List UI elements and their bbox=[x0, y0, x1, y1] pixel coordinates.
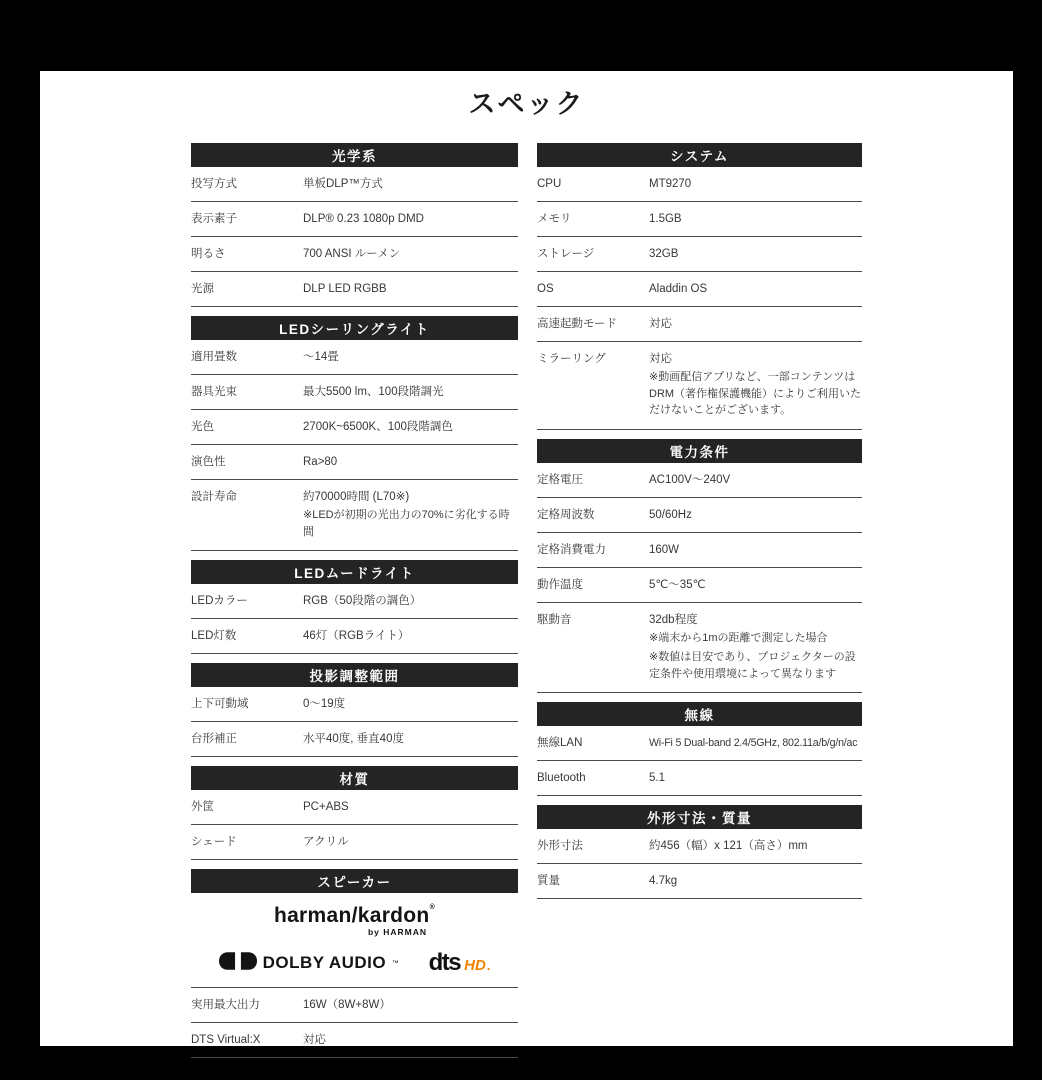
spec-label: 定格消費電力 bbox=[537, 543, 606, 556]
spec-value: 2700K~6500K、100段階調色 bbox=[303, 421, 453, 433]
spec-value: PC+ABS bbox=[303, 801, 349, 813]
dts-hd-logo bbox=[429, 949, 491, 977]
spec-value: 0～19度 bbox=[303, 698, 346, 710]
spec-row bbox=[537, 829, 862, 864]
spec-value: 5.1 bbox=[649, 772, 665, 784]
spec-row bbox=[191, 988, 518, 1023]
spec-value: Wi-Fi 5 Dual-band 2.4/5GHz, 802.11a/b/g/n/ac bbox=[649, 737, 858, 749]
spec-note: ※数値は目安であり、プロジェクターの設定条件や使用環境によって異なります bbox=[649, 651, 856, 680]
spec-label: 駆動音 bbox=[537, 613, 572, 626]
section-header-speaker: スピーカー bbox=[191, 869, 518, 893]
spec-label: 演色性 bbox=[191, 456, 226, 468]
section-projection-adjustment bbox=[191, 663, 518, 757]
spec-value: 約70000時間 (L70※) bbox=[303, 491, 410, 503]
spec-value: 対応 bbox=[303, 1034, 326, 1046]
speaker-logos bbox=[191, 893, 518, 988]
dolby-double-d-icon bbox=[219, 951, 257, 976]
section-material bbox=[191, 766, 518, 860]
section-speaker bbox=[191, 869, 518, 1058]
spec-label: OS bbox=[537, 283, 554, 295]
spec-label: 高速起動モード bbox=[537, 318, 618, 330]
audio-logo-row bbox=[191, 949, 518, 977]
spec-row bbox=[537, 342, 862, 430]
spec-label: LED灯数 bbox=[191, 630, 237, 642]
harman-kardon-logo bbox=[274, 904, 435, 937]
spec-note: ※LEDが初期の光出力の70%に劣化する時間 bbox=[303, 509, 510, 538]
spec-label: シェード bbox=[191, 836, 237, 848]
spec-note: ※端末から1mの距離で測定した場合 bbox=[649, 631, 828, 644]
spec-value: アクリル bbox=[303, 836, 349, 848]
spec-label: 台形補正 bbox=[191, 733, 237, 745]
section-header-projection-adjustment: 投影調整範囲 bbox=[191, 663, 518, 687]
dts-wordmark: dts bbox=[428, 949, 461, 976]
spec-sheet bbox=[40, 71, 1013, 1046]
spec-label: DTS Virtual:X bbox=[191, 1034, 261, 1046]
page-title: スペック bbox=[468, 89, 585, 119]
trademark-mark: ™ bbox=[392, 959, 399, 967]
section-led-ceiling-light bbox=[191, 316, 518, 551]
spec-row bbox=[537, 726, 862, 761]
spec-value: 16W（8W+8W） bbox=[303, 999, 391, 1011]
spec-label: 外形寸法 bbox=[537, 840, 583, 852]
spec-label: 外筐 bbox=[191, 801, 214, 813]
spec-label: Bluetooth bbox=[537, 772, 586, 784]
spec-label: 動作温度 bbox=[537, 578, 583, 591]
spec-label: 実用最大出力 bbox=[191, 999, 260, 1011]
spec-value: 対応 bbox=[649, 318, 672, 330]
dts-hd-mark: HD bbox=[464, 957, 486, 974]
spec-row bbox=[191, 410, 518, 445]
spec-label: 表示素子 bbox=[191, 213, 237, 225]
spec-label: CPU bbox=[537, 178, 562, 190]
spec-row bbox=[537, 237, 862, 272]
spec-row bbox=[191, 825, 518, 860]
spec-value: DLP LED RGBB bbox=[303, 283, 387, 295]
spec-row bbox=[191, 584, 518, 619]
section-header-led-mood-light: LEDムードライト bbox=[191, 560, 518, 584]
spec-value: Ra>80 bbox=[303, 456, 338, 468]
spec-value: 160W bbox=[649, 543, 680, 556]
spec-value: 32db程度 bbox=[649, 613, 698, 626]
spec-label: 定格周波数 bbox=[537, 508, 595, 521]
spec-value: RGB（50段階の調色） bbox=[303, 595, 422, 607]
spec-label: 光色 bbox=[191, 421, 214, 433]
spec-value: 700 ANSI ルーメン bbox=[303, 248, 401, 260]
spec-label: 上下可動域 bbox=[191, 698, 249, 710]
spec-value: DLP® 0.23 1080p DMD bbox=[303, 213, 424, 225]
spec-label: メモリ bbox=[537, 213, 572, 225]
spec-row bbox=[537, 603, 862, 694]
spec-label: 明るさ bbox=[191, 248, 226, 260]
registered-mark: ® bbox=[429, 904, 436, 911]
spec-value: 4.7kg bbox=[649, 875, 678, 887]
spec-row bbox=[191, 445, 518, 480]
spec-label: 設計寿命 bbox=[191, 491, 237, 503]
spec-row bbox=[537, 568, 862, 603]
spec-row bbox=[191, 167, 518, 202]
spec-note: ※動画配信アプリなど、一部コンテンツはDRM（著作権保護機能）によりご利用いただけないことがございます。 bbox=[649, 371, 862, 416]
harman-kardon-wordmark: harman/kardon bbox=[273, 904, 430, 927]
section-wireless bbox=[537, 702, 862, 796]
spec-value: 最大5500 lm、100段階調光 bbox=[303, 386, 444, 398]
spec-row bbox=[537, 498, 862, 533]
spec-value: ～14畳 bbox=[303, 351, 339, 363]
dolby-audio-logo bbox=[219, 951, 399, 976]
section-system bbox=[537, 143, 862, 430]
section-power bbox=[537, 439, 862, 694]
spec-row bbox=[191, 340, 518, 375]
spec-row bbox=[191, 722, 518, 757]
section-header-power: 電力条件 bbox=[537, 439, 862, 463]
spec-row bbox=[191, 687, 518, 722]
spec-row bbox=[537, 533, 862, 568]
section-header-optical: 光学系 bbox=[191, 143, 518, 167]
spec-row bbox=[191, 619, 518, 654]
dolby-audio-wordmark: DOLBY AUDIO bbox=[262, 953, 387, 972]
spec-row bbox=[537, 272, 862, 307]
spec-label: LEDカラー bbox=[191, 595, 248, 607]
spec-row bbox=[537, 463, 862, 498]
section-header-system: システム bbox=[537, 143, 862, 167]
spec-label: 器具光束 bbox=[191, 386, 237, 398]
spec-label: 質量 bbox=[537, 875, 560, 887]
spec-label: ミラーリング bbox=[537, 353, 606, 365]
spec-value: 46灯（RGBライト） bbox=[303, 630, 410, 642]
spec-label: 投写方式 bbox=[191, 178, 237, 190]
section-optical bbox=[191, 143, 518, 307]
section-dimensions-weight bbox=[537, 805, 862, 899]
spec-row bbox=[191, 375, 518, 410]
section-header-wireless: 無線 bbox=[537, 702, 862, 726]
spec-value: 単板DLP™方式 bbox=[303, 178, 383, 190]
dts-period-mark: . bbox=[486, 958, 491, 973]
spec-row bbox=[191, 272, 518, 307]
spec-column-left bbox=[191, 143, 518, 1058]
spec-row bbox=[191, 202, 518, 237]
spec-row bbox=[191, 237, 518, 272]
section-header-dimensions-weight: 外形寸法・質量 bbox=[537, 805, 862, 829]
section-led-mood-light bbox=[191, 560, 518, 654]
spec-label: 無線LAN bbox=[537, 737, 583, 749]
section-header-material: 材質 bbox=[191, 766, 518, 790]
spec-value: 対応 bbox=[649, 353, 672, 365]
spec-row bbox=[191, 1023, 518, 1058]
spec-value: AC100V～240V bbox=[649, 473, 731, 486]
section-header-led-ceiling-light: LEDシーリングライト bbox=[191, 316, 518, 340]
spec-row bbox=[537, 307, 862, 342]
spec-value: 1.5GB bbox=[649, 213, 682, 225]
spec-label: 光源 bbox=[191, 283, 214, 295]
spec-row bbox=[537, 167, 862, 202]
spec-row bbox=[537, 202, 862, 237]
spec-row bbox=[191, 480, 518, 551]
spec-value: 約456（幅）x 121（高さ）mm bbox=[649, 840, 808, 852]
spec-label: ストレージ bbox=[537, 248, 595, 260]
spec-value: 50/60Hz bbox=[649, 508, 692, 521]
spec-value: 32GB bbox=[649, 248, 679, 260]
spec-value: Aladdin OS bbox=[649, 283, 708, 295]
spec-row bbox=[537, 864, 862, 899]
by-harman-label: by HARMAN bbox=[367, 927, 428, 937]
spec-label: 適用畳数 bbox=[191, 351, 237, 363]
spec-label: 定格電圧 bbox=[537, 473, 583, 486]
spec-row bbox=[537, 761, 862, 796]
spec-column-right bbox=[537, 143, 862, 899]
spec-value: 5℃～35℃ bbox=[649, 578, 706, 591]
spec-value: MT9270 bbox=[649, 178, 692, 190]
spec-value: 水平40度, 垂直40度 bbox=[303, 733, 404, 745]
spec-row bbox=[191, 790, 518, 825]
